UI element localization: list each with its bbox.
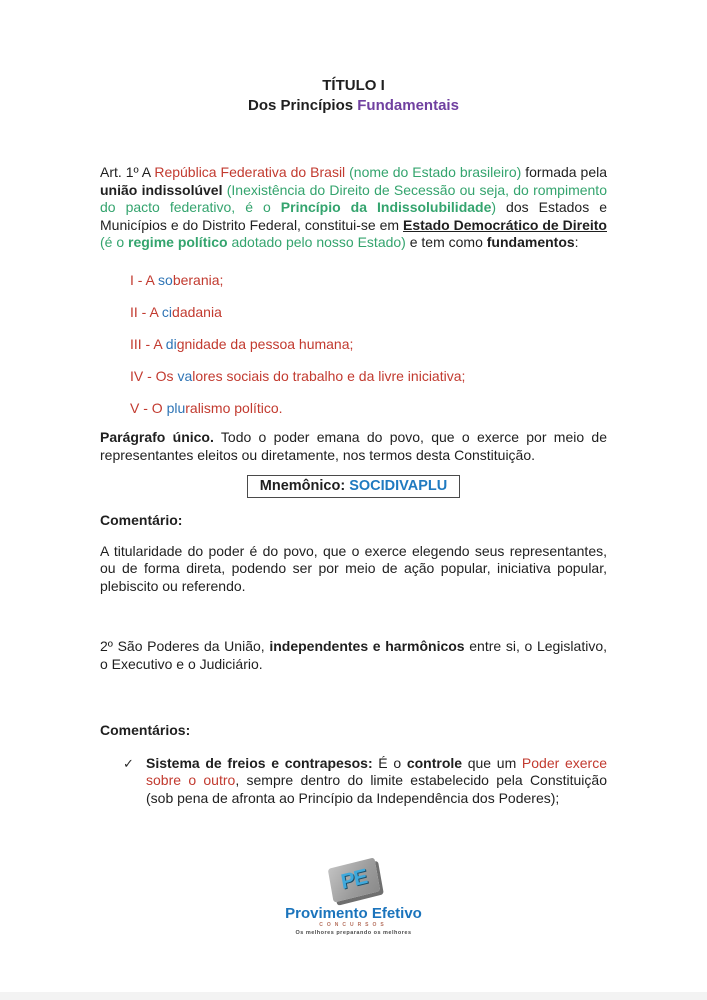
fundamentals-list (100, 272, 607, 418)
list-item-5: V - O pluralismo político. (130, 399, 283, 416)
list-item-2: II - A cidadania (130, 303, 222, 320)
page-bottom-edge (0, 992, 707, 1000)
bullet-item (100, 755, 607, 808)
list-item-1: I - A soberania; (130, 271, 224, 288)
mnemonic-row (100, 475, 607, 498)
title-line2-text: Dos Princípios (248, 97, 358, 114)
paragrafo-unico: Parágrafo único. Todo o poder emana do povo, que o exerce por meio de representantes eleitos ou diretamente, nos termos desta Constituição. (100, 429, 607, 463)
logo-name: Provimento Efetivo (285, 905, 422, 922)
article-1-paragraph: Art. 1º A República Federativa do Brasil (nome do Estado brasileiro) formada pela união indissolúvel (Inexistência do Direito de Secessão ou seja, do rompimento do pacto federativo, é o Princípio da Indissolubilidade) dos Estados e Municípios e do Distrito Federal, constitui-se em Estado Democrático de Direito (é o regime político adotado pelo nosso Estado) e tem como fundamentos: (100, 164, 608, 250)
mnemonic-box (247, 475, 460, 498)
list-item-3: III - A dignidade da pessoa humana; (130, 335, 354, 352)
bullet-text: Sistema de freios e contrapesos: É o controle que um Poder exerce sobre o outro, sempre dentro do limite estabelecido pela Constituição (sob pena de afronta ao Princípio da Independência dos Poderes); (146, 754, 607, 806)
logo-letters: PE (338, 865, 369, 895)
mnemonic-value: SOCIDIVAPLU (349, 478, 448, 494)
logo-tagline: Os melhores preparando os melhores (295, 930, 412, 936)
title-accent: Fundamentais (357, 97, 459, 114)
title-line2 (100, 96, 607, 116)
comentario-body: A titularidade do poder é do povo, que o exerce elegendo seus representantes, ou de forma direta, podendo ser por meio de ação popular, iniciativa popular, plebiscito ou referendo. (100, 542, 607, 594)
checkmark-icon: ✓ (123, 755, 134, 771)
comentarios-heading: Comentários: (100, 722, 191, 738)
mnemonic-label: Mnemônico: (259, 478, 350, 494)
logo-subtitle: CONCURSOS (319, 922, 388, 928)
title-line1: TÍTULO I (322, 77, 385, 94)
logo (100, 863, 607, 937)
list-item-4: IV - Os valores sociais do trabalho e da livre iniciativa; (130, 367, 466, 384)
logo-pe-icon (327, 857, 379, 902)
document-title (100, 76, 607, 116)
article-2-paragraph: 2º São Poderes da União, independentes e harmônicos entre si, o Legislativo, o Executivo e o Judiciário. (100, 638, 607, 672)
comentario-heading: Comentário: (100, 512, 183, 528)
